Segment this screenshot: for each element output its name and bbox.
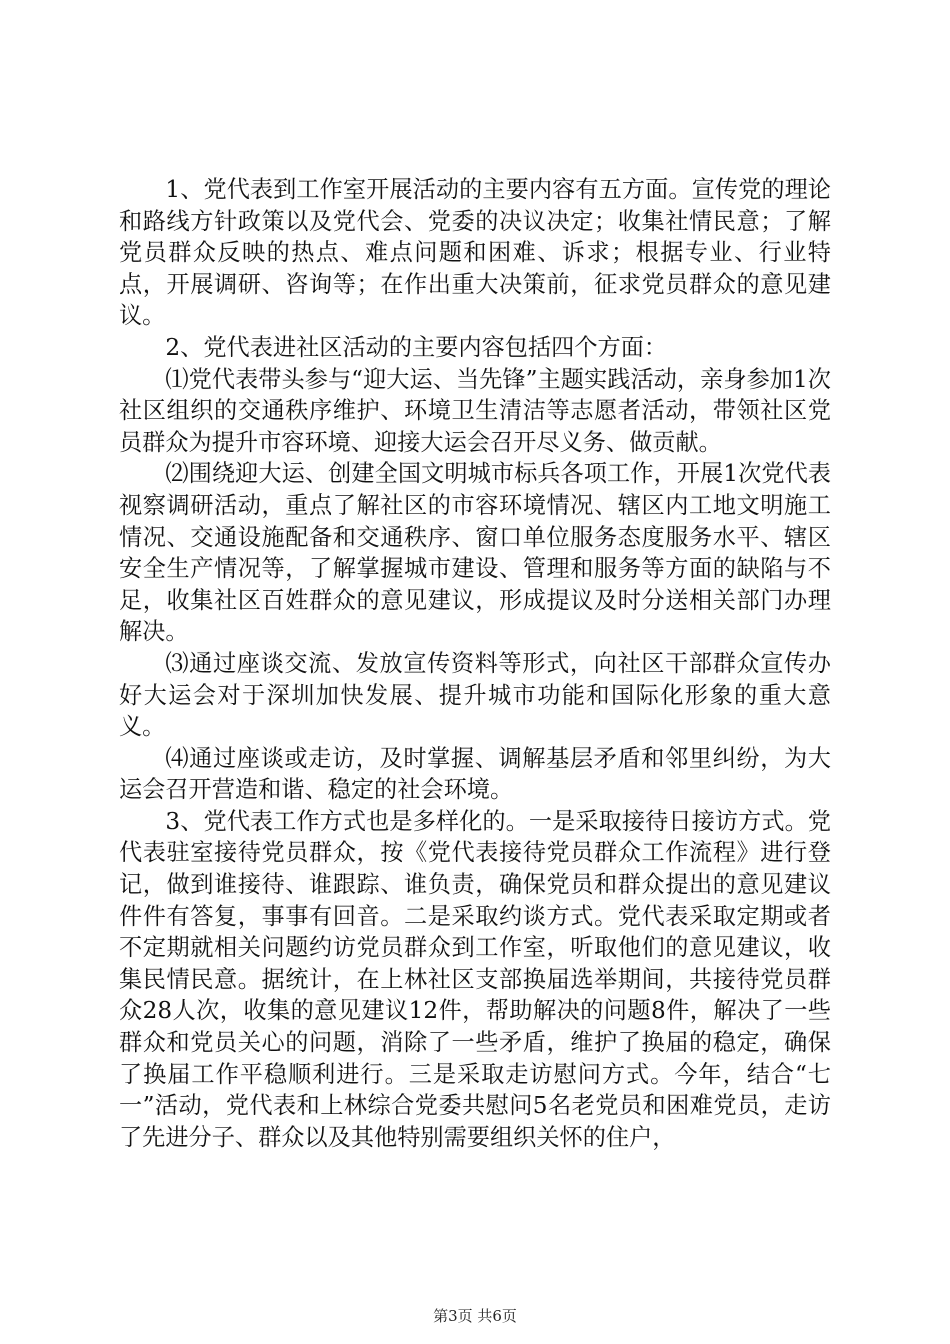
paragraph-work-methods: 3、党代表工作方式也是多样化的。一是采取接待日接访方式。党代表驻室接待党员群众，按《党代表接待党员群众工作流程》进行登记，做到谁接待、谁跟踪、谁负责，确保党员和群众提出的意见建议件件有答复，事事有回音。二是采取约谈方式。党代表采取定期或者不定期就相关问题约访党员群众到工作室，听取他们的意见建议，收集民情民意。据统计，在上林社区支部换届选举期间，共接待党员群众28人次，收集的意见建议12件，帮助解决的问题8件，解决了一些群众和党员关心的问题，消除了一些矛盾，维护了换届的稳定，确保了换届工作平稳顺利进行。三是采取走访慰问方式。今年，结合“七一”活动，党代表和上林综合党委共慰问5名老党员和困难党员，走访了先进分子、群众以及其他特别需要组织关怀的住户， — [119, 807, 831, 1151]
page-footer: 第3页 共6页 — [433, 1307, 517, 1325]
paragraph-community-activities-intro: 2、党代表进社区活动的主要内容包括四个方面： — [165, 333, 668, 361]
paragraph-item-3: ⑶通过座谈交流、发放宣传资料等形式，向社区干部群众宣传办好大运会对于深圳加快发展、提升城市功能和国际化形象的重大意义。 — [119, 649, 831, 741]
paragraph-item-2: ⑵围绕迎大运、创建全国文明城市标兵各项工作，开展1次党代表视察调研活动，重点了解社区的市容环境情况、辖区内工地文明施工情况、交通设施配备和交通秩序、窗口单位服务态度服务水平、辖区安全生产情况等，了解掌握城市建设、管理和服务等方面的缺陷与不足，收集社区百姓群众的意见建议，形成提议及时分送相关部门办理解决。 — [119, 460, 831, 646]
paragraph-work-room-content: 1、党代表到工作室开展活动的主要内容有五方面。宣传党的理论和路线方针政策以及党代会、党委的决议决定；收集社情民意；了解党员群众反映的热点、难点问题和困难、诉求；根据专业、行业特点，开展调研、咨询等；在作出重大决策前，征求党员群众的意见建议。 — [119, 176, 831, 330]
paragraph-item-1: ⑴党代表带头参与“迎大运、当先锋”主题实践活动，亲身参加1次社区组织的交通秩序维护、环境卫生清洁等志愿者活动，带领社区党员群众为提升市容环境、迎接大运会召开尽义务、做贡献。 — [119, 365, 831, 456]
document-body — [119, 174, 831, 1153]
paragraph-item-4: ⑷通过座谈或走访，及时掌握、调解基层矛盾和邻里纠纷，为大运会召开营造和谐、稳定的社会环境。 — [119, 744, 831, 804]
